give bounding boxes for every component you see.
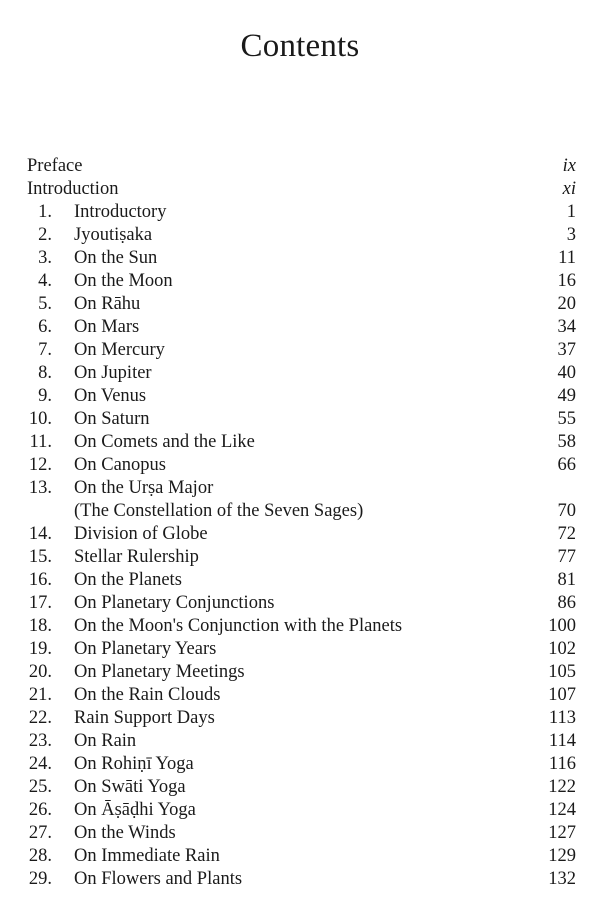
chapter-number: 6. xyxy=(38,317,52,337)
toc-entry-chapter[interactable] xyxy=(27,799,580,822)
toc-entry-chapter[interactable] xyxy=(27,247,580,270)
toc-entry-chapter[interactable] xyxy=(27,408,580,431)
toc-entry-chapter[interactable] xyxy=(27,753,580,776)
toc-entry-chapter[interactable] xyxy=(27,270,580,293)
chapter-title: Rain Support Days xyxy=(74,708,215,728)
toc-entry-chapter-continued[interactable] xyxy=(27,500,580,523)
toc-entry-chapter[interactable] xyxy=(27,868,580,891)
chapter-title: On the Sun xyxy=(74,248,158,268)
chapter-page: 16 xyxy=(557,271,576,291)
chapter-title: On Rāhu xyxy=(74,294,141,314)
chapter-page: 102 xyxy=(548,639,576,659)
toc-entry-chapter[interactable] xyxy=(27,730,580,753)
chapter-title: On Venus xyxy=(74,386,147,406)
toc-entry-chapter[interactable] xyxy=(27,684,580,707)
toc-entry-introduction[interactable] xyxy=(27,178,580,201)
chapter-number: 25. xyxy=(28,777,52,797)
chapter-page: 129 xyxy=(548,846,576,866)
chapter-page: 81 xyxy=(557,570,576,590)
toc-entry-chapter[interactable] xyxy=(27,523,580,546)
chapter-number: 5. xyxy=(38,294,52,314)
chapter-number: 16. xyxy=(28,570,52,590)
chapter-page: 3 xyxy=(566,225,576,245)
chapter-title: On Planetary Years xyxy=(74,639,217,659)
chapter-title: On the Rain Clouds xyxy=(74,685,221,705)
chapter-number: 1. xyxy=(38,202,52,222)
chapter-title: Jyoutiṣaka xyxy=(74,225,153,245)
chapter-title: On the Urṣa Major xyxy=(74,478,214,498)
chapter-title: On Flowers and Plants xyxy=(74,869,243,889)
chapter-page: 107 xyxy=(548,685,576,705)
toc-entry-label: Preface xyxy=(27,156,83,176)
toc-entry-chapter[interactable] xyxy=(27,822,580,845)
chapter-number: 22. xyxy=(28,708,52,728)
chapter-number: 7. xyxy=(38,340,52,360)
toc-entry-chapter[interactable] xyxy=(27,293,580,316)
chapter-number: 13. xyxy=(28,478,52,498)
toc-entry-chapter[interactable] xyxy=(27,776,580,799)
table-of-contents xyxy=(27,155,580,891)
chapter-title: Stellar Rulership xyxy=(74,547,199,567)
toc-entry-chapter[interactable] xyxy=(27,454,580,477)
chapter-page: 37 xyxy=(557,340,576,360)
chapter-page: 66 xyxy=(557,455,576,475)
toc-entry-chapter[interactable] xyxy=(27,477,580,500)
chapter-title: Division of Globe xyxy=(74,524,208,544)
chapter-number: 24. xyxy=(28,754,52,774)
chapter-number: 11. xyxy=(29,432,52,452)
chapter-title: On Āṣāḍhi Yoga xyxy=(74,800,196,820)
chapter-title: On the Moon xyxy=(74,271,173,291)
chapter-title: On the Moon's Conjunction with the Planets xyxy=(74,616,403,636)
chapter-number: 26. xyxy=(28,800,52,820)
chapter-page: 116 xyxy=(548,754,576,774)
toc-entry-chapter[interactable] xyxy=(27,661,580,684)
chapter-page: 124 xyxy=(548,800,576,820)
chapter-page: 132 xyxy=(548,869,576,889)
toc-entry-page: ix xyxy=(562,156,576,176)
toc-entry-chapter[interactable] xyxy=(27,431,580,454)
chapter-number: 29. xyxy=(28,869,52,889)
toc-entry-chapter[interactable] xyxy=(27,316,580,339)
chapter-page: 100 xyxy=(548,616,576,636)
chapter-page: 34 xyxy=(557,317,576,337)
chapter-title: On the Winds xyxy=(74,823,176,843)
toc-entry-chapter[interactable] xyxy=(27,615,580,638)
toc-entry-chapter[interactable] xyxy=(27,569,580,592)
chapter-page: 40 xyxy=(557,363,576,383)
chapter-page: 11 xyxy=(558,248,576,268)
toc-entry-chapter[interactable] xyxy=(27,845,580,868)
toc-entry-chapter[interactable] xyxy=(27,224,580,247)
chapter-title: On Saturn xyxy=(74,409,150,429)
chapter-page: 127 xyxy=(548,823,576,843)
chapter-number: 21. xyxy=(28,685,52,705)
toc-entry-chapter[interactable] xyxy=(27,592,580,615)
chapter-number: 9. xyxy=(38,386,52,406)
page-title: Contents xyxy=(240,28,360,64)
chapter-title: On Swāti Yoga xyxy=(74,777,186,797)
toc-entry-preface[interactable] xyxy=(27,155,580,178)
chapter-number: 4. xyxy=(38,271,52,291)
chapter-number: 3. xyxy=(38,248,52,268)
chapter-number: 8. xyxy=(38,363,52,383)
toc-entry-chapter[interactable] xyxy=(27,362,580,385)
chapter-title: On Rain xyxy=(74,731,137,751)
chapter-title: (The Constellation of the Seven Sages) xyxy=(74,501,364,521)
chapter-number: 14. xyxy=(28,524,52,544)
toc-entry-chapter[interactable] xyxy=(27,339,580,362)
chapter-number: 10. xyxy=(28,409,52,429)
chapter-number: 19. xyxy=(28,639,52,659)
chapter-page: 122 xyxy=(548,777,576,797)
toc-entry-chapter[interactable] xyxy=(27,707,580,730)
chapter-page: 86 xyxy=(557,593,576,613)
chapter-number: 18. xyxy=(28,616,52,636)
chapter-page: 20 xyxy=(557,294,576,314)
chapter-title: On the Planets xyxy=(74,570,182,590)
chapter-number: 17. xyxy=(28,593,52,613)
chapter-page: 49 xyxy=(557,386,576,406)
chapter-title: On Planetary Conjunctions xyxy=(74,593,275,613)
toc-entry-chapter[interactable] xyxy=(27,546,580,569)
chapter-number: 28. xyxy=(28,846,52,866)
chapter-title: On Mercury xyxy=(74,340,165,360)
chapter-title: On Immediate Rain xyxy=(74,846,220,866)
chapter-page: 77 xyxy=(557,547,576,567)
chapter-title: On Jupiter xyxy=(74,363,152,383)
chapter-page: 1 xyxy=(566,202,576,222)
chapter-number: 2. xyxy=(38,225,52,245)
toc-entry-chapter[interactable] xyxy=(27,385,580,408)
chapter-page: 58 xyxy=(557,432,576,452)
chapter-page: 113 xyxy=(548,708,576,728)
chapter-page: 105 xyxy=(548,662,576,682)
chapter-page: 70 xyxy=(557,501,576,521)
toc-entry-page: xi xyxy=(562,179,576,199)
chapter-title: Introductory xyxy=(74,202,167,222)
toc-entry-chapter[interactable] xyxy=(27,638,580,661)
chapter-page: 55 xyxy=(557,409,576,429)
chapter-number: 12. xyxy=(28,455,52,475)
chapter-title: On Planetary Meetings xyxy=(74,662,245,682)
chapter-title: On Canopus xyxy=(74,455,166,475)
chapter-number: 15. xyxy=(28,547,52,567)
chapter-title: On Comets and the Like xyxy=(74,432,255,452)
chapter-page: 72 xyxy=(557,524,576,544)
chapter-number: 23. xyxy=(28,731,52,751)
chapter-title: On Rohiṇī Yoga xyxy=(74,754,194,774)
chapter-page: 114 xyxy=(548,731,576,751)
toc-entry-label: Introduction xyxy=(27,179,119,199)
toc-entry-chapter[interactable] xyxy=(27,201,580,224)
chapter-number: 27. xyxy=(28,823,52,843)
chapter-number: 20. xyxy=(28,662,52,682)
chapter-title: On Mars xyxy=(74,317,140,337)
